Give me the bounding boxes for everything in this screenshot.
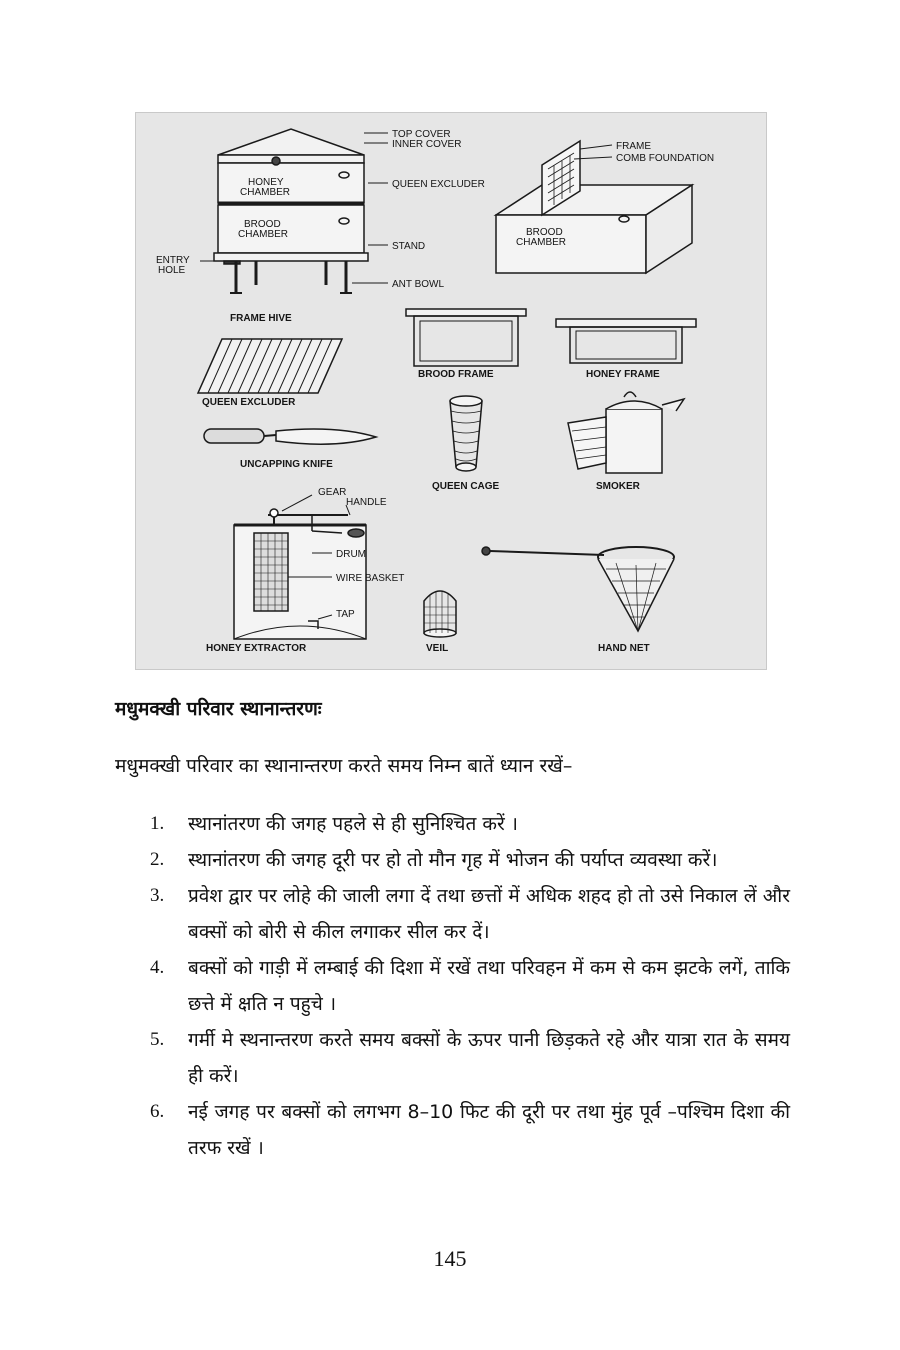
frame-hive-drawing [214,129,368,293]
veil-caption: VEIL [426,643,449,654]
tap-label: TAP [336,609,355,620]
brood-chamber-box-label-2: CHAMBER [516,237,567,248]
section-heading: मधुमक्खी परिवार स्थानान्तरणः [115,698,322,720]
item-text: स्थानांतरण की जगह पहले से ही सुनिश्चित करें । [188,813,518,835]
queen-excluder-pointer-label: QUEEN EXCLUDER [392,179,485,190]
page-number: 145 [433,1246,467,1271]
brood-chamber-box-label-1: BROOD [526,227,563,238]
relocation-rules-list [150,806,790,1166]
uncapping-knife-drawing [204,429,376,444]
brood-chamber-label-1: BROOD [244,219,281,230]
honey-chamber-label-2: CHAMBER [240,187,291,198]
brood-frame-caption: BROOD FRAME [418,369,494,380]
entry-hole-label-2: HOLE [158,265,186,276]
inner-cover-label: INNER COVER [392,139,462,150]
list-item [150,950,790,1022]
list-item [150,878,790,950]
item-text: बक्सों को गाड़ी में लम्बाई की दिशा में रखें तथा परिवहन में कम से कम झटके लगें, ताकि छत्ते में क्षति न पहुचे । [188,957,790,1015]
honey-chamber-label-1: HONEY [248,177,284,188]
uncapping-knife-caption: UNCAPPING KNIFE [240,459,333,470]
frame-label: FRAME [616,141,651,152]
frame-hive-caption: FRAME HIVE [230,313,292,324]
item-number: 6. [150,1101,165,1122]
queen-excluder-caption: QUEEN EXCLUDER [202,397,296,408]
brood-chamber-label-2: CHAMBER [238,229,289,240]
item-text: प्रवेश द्वार पर लोहे की जाली लगा दें तथा छत्तों में अधिक शहद हो तो उसे निकाल लें और बक्सों को बोरी से कील लगाकर सील कर दें। [188,885,790,943]
smoker-drawing [568,392,684,473]
wire-basket-label: WIRE BASKET [336,573,405,584]
item-text: नई जगह पर बक्सों को लगभग 8–10 फिट की दूरी पर तथा मुंह पूर्व –पश्चिम दिशा की तरफ रखें । [188,1101,790,1159]
queen-cage-caption: QUEEN CAGE [432,481,500,492]
item-number: 2. [150,849,165,870]
list-item [150,806,790,842]
drum-label: DRUM [336,549,366,560]
item-number: 3. [150,885,165,906]
queen-excluder-drawing [198,339,342,393]
list-item [150,1094,790,1166]
stand-label: STAND [392,241,426,252]
item-number: 5. [150,1029,165,1050]
veil-drawing [424,591,456,637]
handle-label: HANDLE [346,497,387,508]
queen-cage-drawing [450,396,482,471]
hand-net-caption: HAND NET [598,643,650,654]
honey-frame-caption: HONEY FRAME [586,369,660,380]
ant-bowl-label: ANT BOWL [392,279,445,290]
section-intro: मधुमक्खी परिवार का स्थानान्तरण करते समय निम्न बातें ध्यान रखें– [115,755,573,777]
equipment-illustration [136,113,766,669]
entry-hole-label-1: ENTRY [156,255,190,266]
gear-label: GEAR [318,487,347,498]
smoker-caption: SMOKER [596,481,640,492]
beekeeping-equipment-figure [135,112,767,670]
item-number: 1. [150,813,165,834]
hand-net-drawing [482,547,674,631]
honey-extractor-caption: HONEY EXTRACTOR [206,643,307,654]
list-item [150,1022,790,1094]
item-text: गर्मी मे स्थनान्तरण करते समय बक्सों के ऊपर पानी छिड़कते रहे और यात्रा रात के समय ही करें। [188,1029,790,1087]
list-item [150,842,790,878]
item-number: 4. [150,957,165,978]
brood-frame-drawing [406,309,526,366]
top-cover-label: TOP COVER [392,129,451,140]
honey-frame-drawing [556,319,696,363]
item-text: स्थानांतरण की जगह दूरी पर हो तो मौन गृह में भोजन की पर्याप्त व्यवस्था करें। [188,849,718,871]
comb-foundation-label: COMB FOUNDATION [616,153,715,164]
